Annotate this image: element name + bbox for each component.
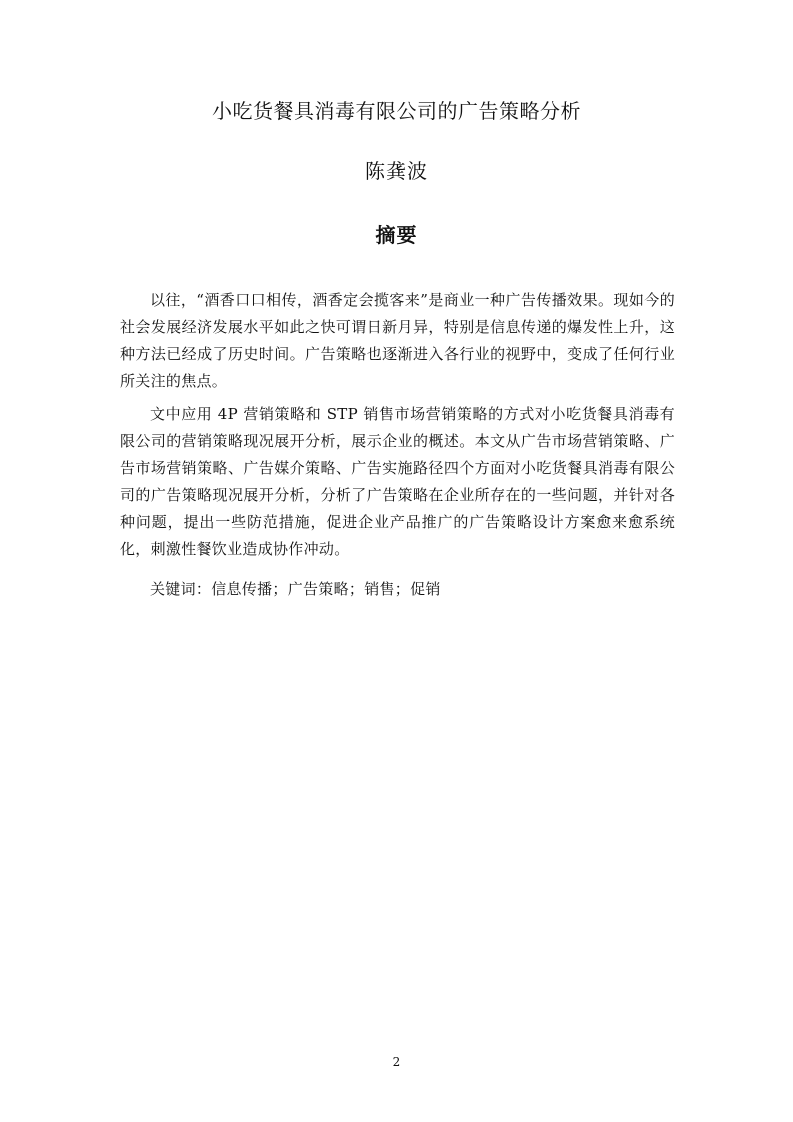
abstract-heading: 摘要 <box>375 223 418 247</box>
document-title: 小吃货餐具消毒有限公司的广告策略分析 <box>212 99 581 123</box>
page-number: 2 <box>392 1055 401 1069</box>
abstract-body <box>120 287 675 563</box>
abstract-paragraph: 以往，“酒香口口相传，酒香定会揽客来”是商业一种广告传播效果。现如今的社会发展经济发展水平如此之快可谓日新月异，特别是信息传递的爆发性上升，这种方法已经成了历史时间。广告策略也逐渐进入各行业的视野中，变成了任何行业所关注的焦点。 <box>120 291 675 390</box>
keywords-line: 关键词：信息传播；广告策略；销售；促销 <box>150 580 441 598</box>
author-name: 陈龚波 <box>365 159 428 183</box>
abstract-paragraph: 文中应用 4P 营销策略和 STP 销售市场营销策略的方式对小吃货餐具消毒有限公司的营销策略现况展开分析，展示企业的概述。本文从广告市场营销策略、广告市场营销策略、广告媒介策略、广告实施路径四个方面对小吃货餐具消毒有限公司的广告策略现况展开分析，分析了广告策略在企业所存在的一些问题，并针对各种问题，提出一些防范措施，促进企业产品推广的广告策略设计方案愈来愈系统化，刺激性餐饮业造成协作冲动。 <box>120 405 675 558</box>
